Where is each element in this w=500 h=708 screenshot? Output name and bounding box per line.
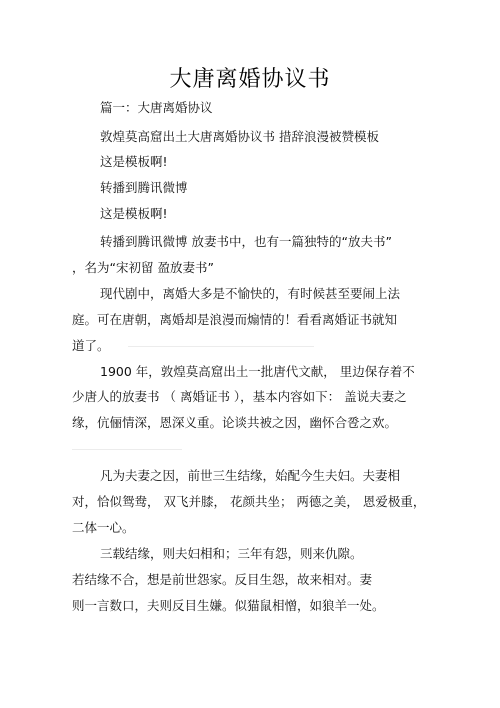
text-line: 转播到腾讯微博 放妻书中，也有一篇独特的“放夫书” [100, 234, 392, 249]
text-line: 篇一：大唐离婚协议 [100, 100, 213, 115]
text-line: ，名为“宋初留 盈放妻书” [72, 260, 214, 275]
text-line: 三载结缘，则夫妇相和；三年有怨，则来仇隙。 [100, 546, 363, 561]
text-line: 二体一心。 [72, 520, 135, 535]
text-line: 转播到腾讯微博 [100, 180, 188, 195]
text-line: 这是模板啊! [100, 206, 168, 221]
text-line: 敦煌莫高窟出土大唐离婚协议书 措辞浪漫被赞模板 [100, 129, 379, 144]
text-line: 这是模板啊! [100, 154, 168, 169]
text-line: 对，恰似鸳鸯， 双飞并膝， 花颜共坐； 两德之美， 恩爱极重， [72, 494, 426, 509]
text-line: 则一言数口，夫则反目生嫌。似猫鼠相憎，如狼羊一处。 [72, 598, 385, 613]
faint-text-residue [72, 449, 182, 450]
text-line: 若结缘不合，想是前世怨家。反目生怨，故来相对。妻 [72, 572, 373, 587]
text-line: 道了。 [72, 338, 110, 353]
text-line: 缘，伉俪情深，恩深义重。论谈共被之因，幽怀合卺之欢。 [72, 415, 398, 430]
faint-text-residue [128, 346, 314, 347]
text-line: 少唐人的放妻书 （ 离婚证书 ），基本内容如下： 盖说夫妻之 [72, 389, 407, 404]
text-line: 1900 年，敦煌莫高窟出土一批唐代文献， 里边保存着不 [100, 364, 415, 379]
text-line: 凡为夫妻之因，前世三生结缘，始配今生夫妇。夫妻相 [100, 468, 401, 483]
text-line: 庭。可在唐朝，离婚却是浪漫而煽情的！看看离婚证书就知 [72, 312, 398, 327]
document-title: 大唐离婚协议书 [169, 67, 331, 92]
text-line: 现代剧中，离婚大多是不愉快的，有时候甚至要闹上法 [100, 286, 401, 301]
